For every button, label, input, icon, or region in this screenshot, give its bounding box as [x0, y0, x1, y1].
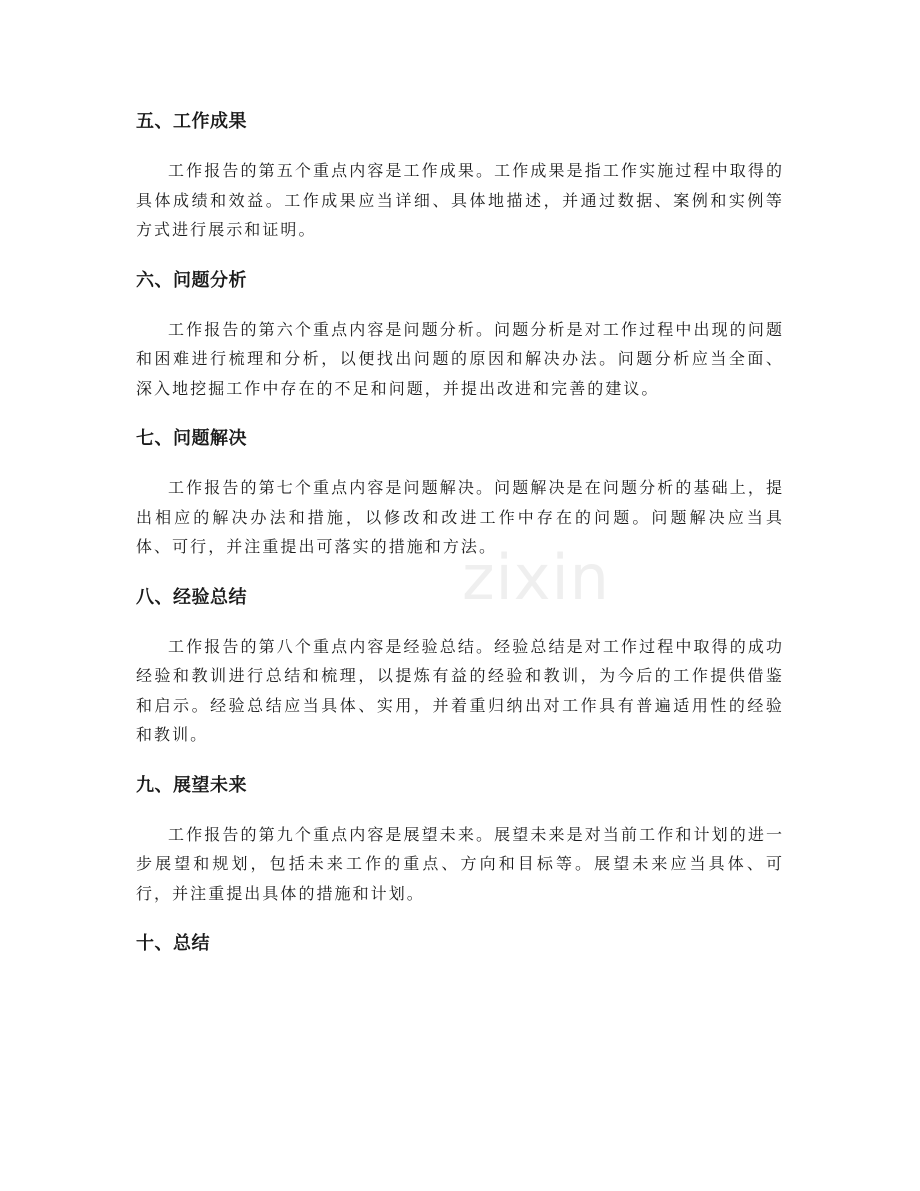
section-paragraph-8: 工作报告的第八个重点内容是经验总结。经验总结是对工作过程中取得的成功经验和教训进行总结和梳理，以提炼有益的经验和教训，为今后的工作提供借鉴和启示。经验总结应当具体、实用，并着重归纳出对工作具有普遍适用性的经验和教训。 [136, 636, 784, 744]
section-heading-10: 十、总结 [136, 933, 210, 954]
section-heading-5: 五、工作成果 [136, 111, 247, 132]
section-heading-8: 八、经验总结 [136, 586, 247, 608]
section-heading-7: 七、问题解决 [136, 428, 247, 449]
section-paragraph-9: 工作报告的第九个重点内容是展望未来。展望未来是对当前工作和计划的进一步展望和规划，包括未来工作的重点、方向和目标等。展望未来应当具体、可行，并注重提出具体的措施和计划。 [136, 824, 784, 903]
section-paragraph-5: 工作报告的第五个重点内容是工作成果。工作成果是指工作实施过程中取得的具体成绩和效益。工作成果应当详细、具体地描述，并通过数据、案例和实例等方式进行展示和证明。 [136, 161, 784, 239]
section-heading-6: 六、问题分析 [136, 269, 247, 291]
document-body [136, 104, 784, 962]
section-paragraph-7: 工作报告的第七个重点内容是问题解决。问题解决是在问题分析的基础上，提出相应的解决办法和措施，以修改和改进工作中存在的问题。问题解决应当具体、可行，并注重提出可落实的措施和方法。 [136, 478, 784, 556]
section-heading-9: 九、展望未来 [136, 774, 247, 796]
section-paragraph-6: 工作报告的第六个重点内容是问题分析。问题分析是对工作过程中出现的问题和困难进行梳理和分析，以便找出问题的原因和解决办法。问题分析应当全面、深入地挖掘工作中存在的不足和问题，并提出改进和完善的建议。 [136, 319, 784, 398]
watermark-text: zixin [462, 541, 610, 614]
